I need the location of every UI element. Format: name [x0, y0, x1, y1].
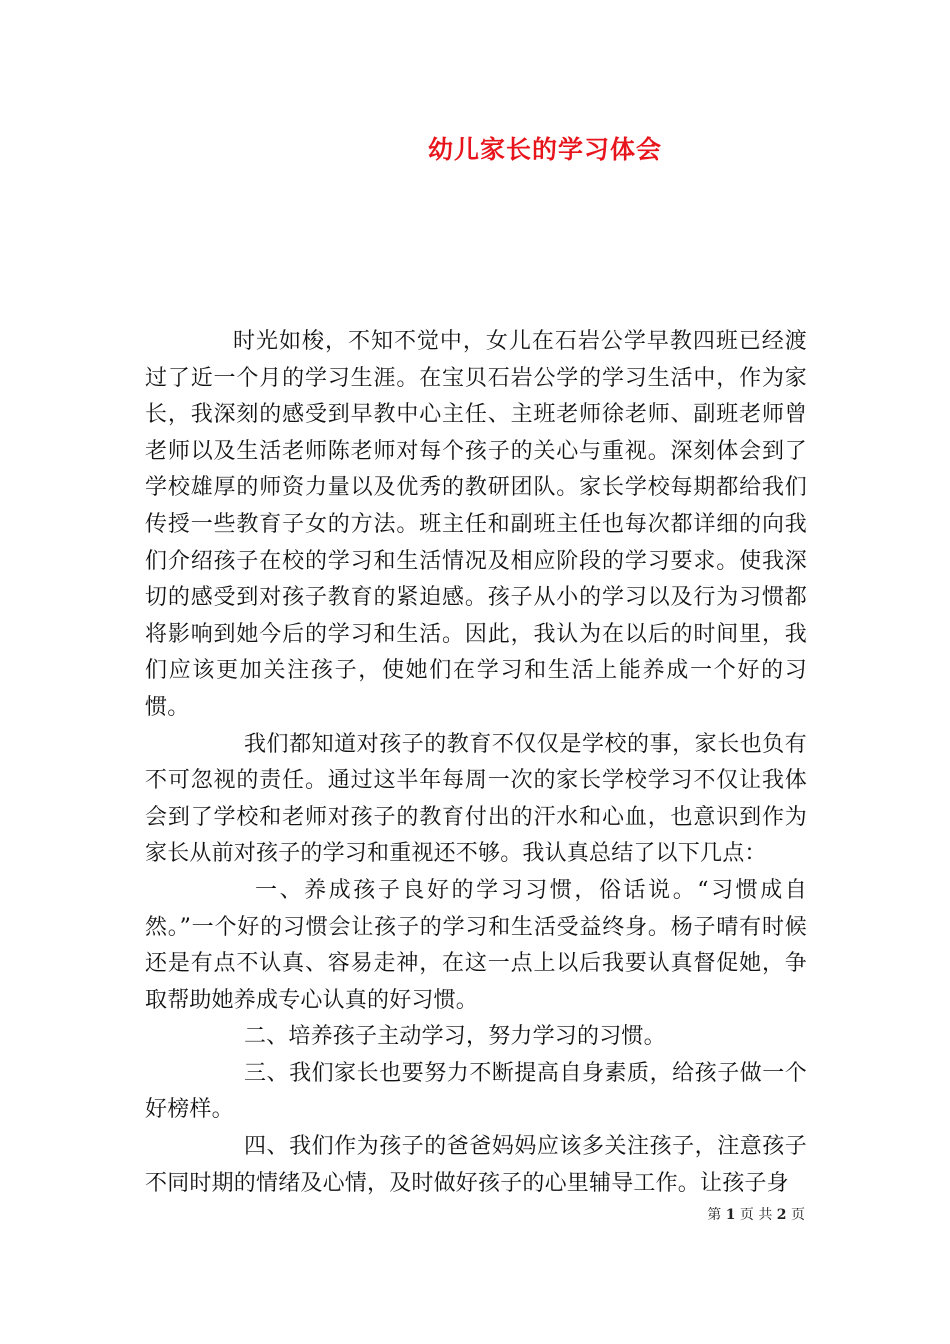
footer-suffix: 页	[791, 1207, 805, 1223]
current-page-number: 1	[725, 1207, 736, 1223]
paragraph: 时光如梭，不知不觉中，女儿在石岩公学早教四班已经渡过了近一个月的学习生涯。在宝贝石岩公学的学习生活中，作为家长，我深刻的感受到早教中心主任、主班老师徐老师、副班老师曾老师以及生活老师陈老师对每个孩子的关心与重视。深刻体会到了学校雄厚的师资力量以及优秀的教研团队。家长学校每期都给我们传授一些教育子女的方法。班主任和副班主任也每次都详细的向我们介绍孩子在校的学习和生活情况及相应阶段的学习要求。使我深切的感受到对孩子教育的紧迫感。孩子从小的学习以及行为习惯都将影响到她今后的学习和生活。因此，我认为在以后的时间里，我们应该更加关注孩子，使她们在学习和生活上能养成一个好的习惯。	[145, 329, 807, 720]
document-body	[145, 324, 807, 1202]
paragraph: 我们都知道对孩子的教育不仅仅是学校的事，家长也负有不可忽视的责任。通过这半年每周一次的家长学校学习不仅让我体会到了学校和老师对孩子的教育付出的汗水和心血，也意识到作为家长从前对孩子的学习和重视还不够。我认真总结了以下几点：	[145, 731, 807, 867]
footer-middle: 页 共	[739, 1207, 773, 1223]
paragraph: 四、我们作为孩子的爸爸妈妈应该多关注孩子，注意孩子不同时期的情绪及心情，及时做好孩子的心里辅导工作。让孩子身	[145, 1134, 807, 1196]
footer-prefix: 第	[707, 1207, 722, 1223]
page-number-footer	[707, 1206, 805, 1224]
document-title: 幼儿家长的学习体会	[427, 135, 662, 164]
paragraph: 三、我们家长也要努力不断提高自身素质，给孩子做一个好榜样。	[145, 1060, 807, 1123]
total-page-number: 2	[776, 1207, 787, 1223]
paragraph: 一、养成孩子良好的学习习惯，俗话说。“习惯成自然。”一个好的习惯会让孩子的学习和生活受益终身。杨子晴有时候还是有点不认真、容易走神，在这一点上以后我要认真督促她，争取帮助她养成专心认真的好习惯。	[145, 877, 807, 1013]
paragraph: 二、培养孩子主动学习，努力学习的习惯。	[244, 1024, 666, 1050]
